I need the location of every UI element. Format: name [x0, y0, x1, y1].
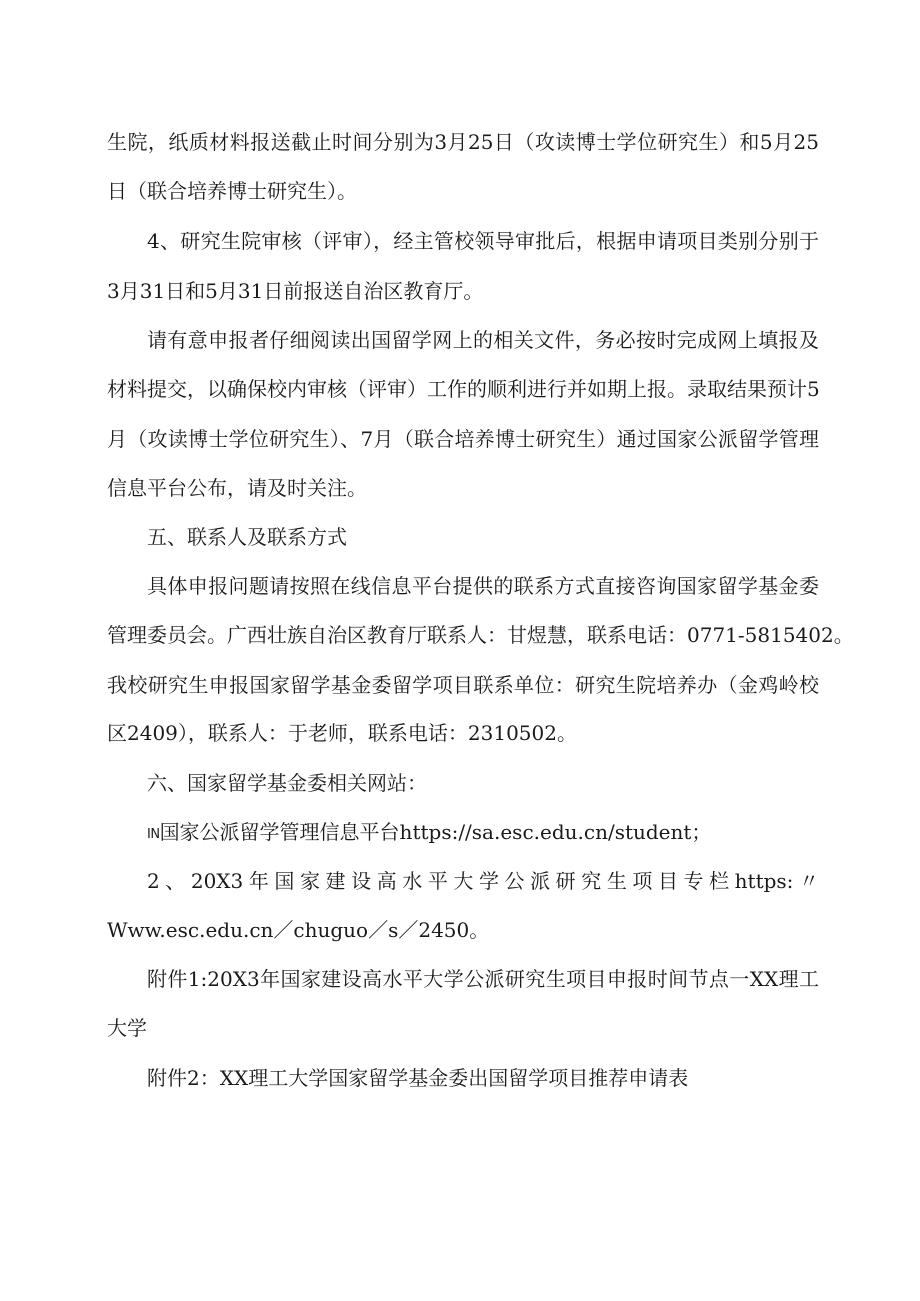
paragraph-line: 区2409），联系人：于老师，联系电话：2310502。 — [107, 721, 577, 745]
list-item: 2、20X3年国家建设高水平大学公派研究生项目专栏https:〃 — [147, 869, 819, 893]
paragraph-line: 我校研究生申报国家留学基金委留学项目联系单位：研究生院培养办（金鸡岭校 — [107, 673, 819, 697]
section-heading: 六、国家留学基金委相关网站： — [147, 771, 427, 795]
list-item — [147, 819, 711, 845]
paragraph-line: 3月31日和5月31日前报送自治区教育厅。 — [107, 279, 484, 303]
paragraph-line: 材料提交，以确保校内审核（评审）工作的顺利进行并如期上报。录取结果预计5 — [107, 377, 820, 401]
list-item-text: 国家公派留学管理信息平台https://sa.esc.edu.cn/student； — [159, 820, 712, 844]
paragraph-line: 生院，纸质材料报送截止时间分别为3月25日（攻读博士学位研究生）和5月25 — [107, 130, 819, 154]
paragraph-line: 信息平台公布，请及时关注。 — [107, 476, 367, 500]
section-heading: 五、联系人及联系方式 — [147, 525, 347, 549]
attachment-line: 附件2：XX理工大学国家留学基金委出国留学项目推荐申请表 — [147, 1066, 689, 1090]
paragraph-line: 4、研究生院审核（评审），经主管校领导审批后，根据申请项目类别分别于 — [147, 229, 819, 253]
paragraph-line: 请有意申报者仔细阅读出国留学网上的相关文件，务必按时完成网上填报及 — [147, 328, 819, 352]
paragraph-line: 月（攻读博士学位研究生）、7月（联合培养博士研究生）通过国家公派留学管理 — [107, 427, 819, 451]
paragraph-line: 管理委员会。广西壮族自治区教育厅联系人：甘煜慧，联系电话：0771-5815402。 — [107, 623, 854, 647]
list-marker: IN — [147, 827, 160, 842]
paragraph-line: 大学 — [107, 1016, 147, 1040]
paragraph-line: 具体申报问题请按照在线信息平台提供的联系方式直接咨询国家留学基金委 — [147, 574, 819, 598]
attachment-line: 附件1:20X3年国家建设高水平大学公派研究生项目申报时间节点一XX理工 — [147, 967, 819, 991]
paragraph-line: 日（联合培养博士研究生）。 — [107, 179, 357, 203]
paragraph-line: Www.esc.edu.cn／chuguo／s／2450。 — [107, 918, 490, 942]
